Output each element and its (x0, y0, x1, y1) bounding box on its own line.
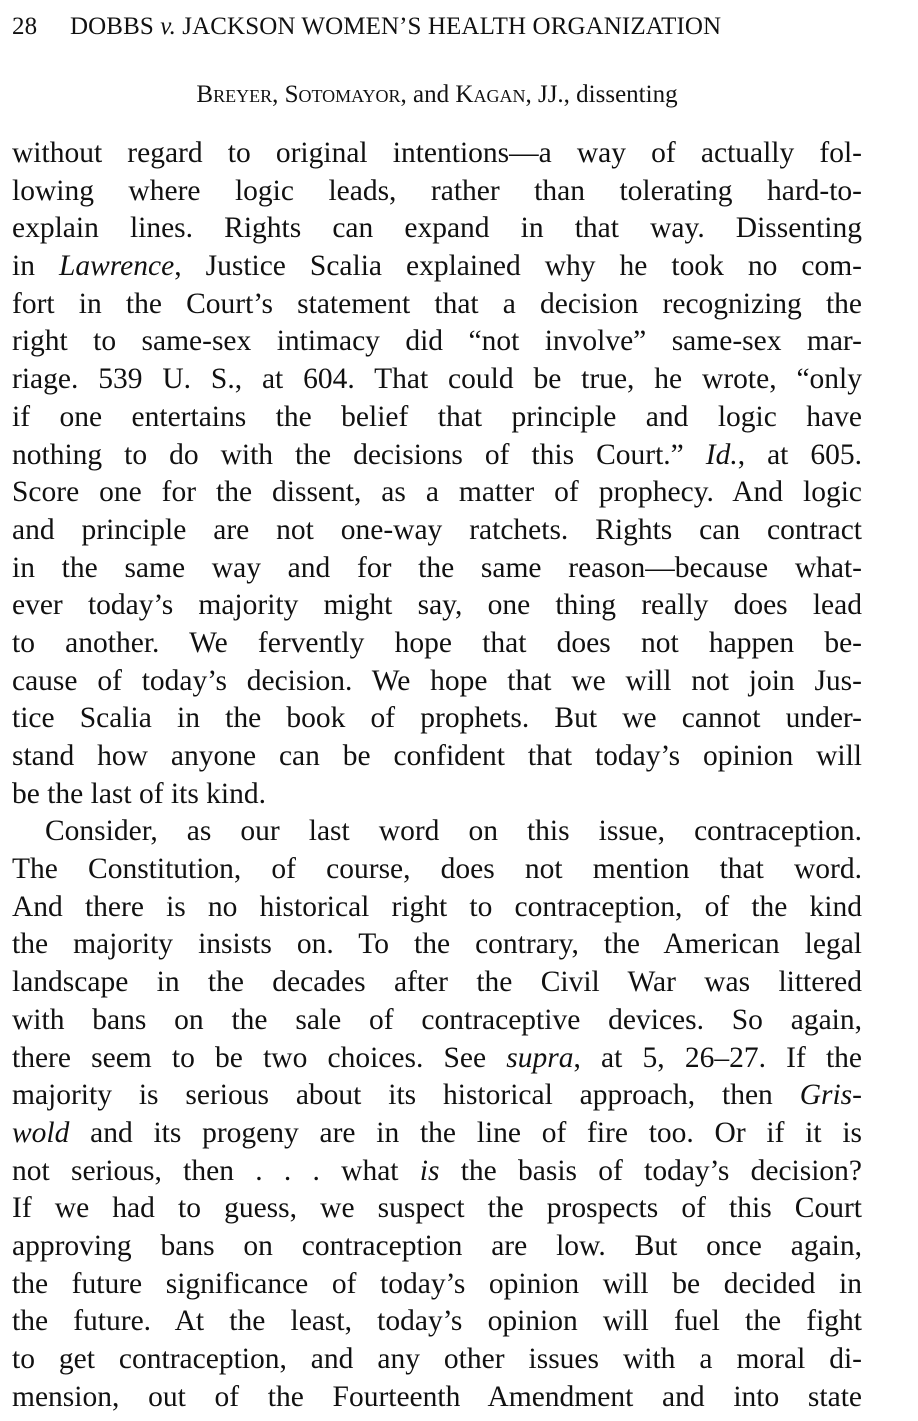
text-line (12, 1266, 862, 1304)
text-line (12, 1040, 862, 1078)
text-run: in (12, 250, 59, 283)
text-line (12, 926, 862, 964)
text-run: Score one for the dissent, as a matter of prophecy. And logic (12, 476, 862, 509)
text-run: be the last of its kind. (12, 777, 266, 810)
text-run: without regard to original intentions—a way of actually fol- (12, 137, 862, 169)
subheader-separator: , and (400, 81, 456, 108)
text-run: ever today’s majority might say, one thing really does lead (12, 589, 862, 622)
text-run: explain lines. Rights can expand in that way. Dissenting (12, 212, 862, 245)
text-run: fort in the Court’s statement that a decision recognizing the (12, 287, 862, 320)
text-line (12, 1115, 862, 1153)
text-run: not serious, then . . . what (12, 1154, 420, 1187)
text-line (12, 323, 862, 361)
text-run: landscape in the decades after the Civil War was littered (12, 966, 862, 999)
text-run: the future significance of today’s opinion will be decided in (12, 1267, 862, 1300)
text-run: The Constitution, of course, does not mention that word. (12, 853, 862, 886)
italic-text-run: wold (12, 1116, 70, 1149)
text-run: to get contraception, and any other issues with a moral di- (12, 1343, 862, 1375)
text-line (12, 1190, 862, 1228)
text-line (12, 1303, 862, 1341)
italic-text-run: Id. (705, 438, 738, 471)
subheader-separator: , (272, 81, 285, 108)
text-run: right to same-sex intimacy did “not involve” same-sex mar- (12, 325, 862, 358)
case-title-versus: v. (160, 13, 176, 40)
text-run: If we had to guess, we suspect the prospects of this Court (12, 1192, 862, 1225)
text-run: with bans on the sale of contraceptive devices. So again, (12, 1003, 862, 1036)
page-number: 28 (12, 13, 38, 40)
text-run: , Justice Scalia explained why he took no com- (174, 250, 862, 283)
text-run: mension, out of the Fourteenth Amendment and into state (12, 1380, 862, 1413)
text-line (12, 813, 862, 851)
text-line (12, 512, 862, 550)
case-title-part: DOBBS (70, 13, 154, 40)
text-line (12, 663, 862, 701)
text-line (12, 361, 862, 399)
text-run: stand how anyone can be confident that today’s opinion will (12, 740, 862, 772)
text-run: , at 5, 26–27. If the (573, 1041, 862, 1074)
text-line (12, 1379, 862, 1417)
text-line (12, 1341, 862, 1379)
text-run: to another. We fervently hope that does not happen be- (12, 626, 862, 659)
text-run: , at 605. (737, 438, 862, 471)
text-line (12, 248, 862, 286)
text-run: in the same way and for the same reason—because what- (12, 551, 862, 584)
text-line (12, 738, 862, 776)
italic-text-run: Gris- (799, 1079, 862, 1112)
text-run: riage. 539 U. S., at 604. That could be true, he wrote, “only (12, 363, 862, 396)
justice-name: Kagan (455, 81, 526, 108)
text-line (12, 1077, 862, 1115)
opinion-body (12, 135, 862, 1416)
text-line (12, 964, 862, 1002)
text-run: the future. At the least, today’s opinion will fuel the fight (12, 1305, 862, 1338)
justice-name: Breyer (196, 81, 273, 108)
text-line (12, 889, 862, 927)
text-run: there seem to be two choices. See (12, 1041, 507, 1074)
text-line (12, 437, 862, 475)
text-line (12, 587, 862, 625)
document-page (12, 0, 862, 1421)
text-line (12, 474, 862, 512)
text-line (12, 1153, 862, 1191)
text-line (12, 1228, 862, 1266)
text-run: And there is no historical right to contraception, of the kind (12, 890, 862, 923)
opinion-subheader (12, 80, 862, 110)
text-line (12, 851, 862, 889)
text-run: lowing where logic leads, rather than tolerating hard-to- (12, 174, 862, 207)
running-header (12, 12, 862, 42)
text-run: approving bans on contraception are low. But once again, (12, 1229, 862, 1262)
case-title-part: JACKSON WOMEN’S HEALTH ORGANIZATION (182, 13, 722, 40)
text-run: the majority insists on. To the contrary, the American legal (12, 928, 862, 961)
text-run: majority is serious about its historical approach, then (12, 1079, 800, 1112)
text-run: nothing to do with the decisions of this Court.” (12, 438, 706, 471)
subheader-tail: , JJ., dissenting (525, 81, 678, 108)
italic-text-run: Lawrence (58, 250, 175, 283)
text-run: if one entertains the belief that principle and logic have (12, 400, 862, 433)
justice-name: Sotomayor (284, 81, 401, 108)
text-run: cause of today’s decision. We hope that we will not join Jus- (12, 664, 862, 697)
text-run: tice Scalia in the book of prophets. But we cannot under- (12, 702, 862, 735)
text-run: and principle are not one-way ratchets. Rights can contract (12, 513, 862, 546)
text-line (12, 399, 862, 437)
text-line (12, 776, 862, 814)
text-line (12, 210, 862, 248)
text-line (12, 700, 862, 738)
italic-text-run: is (419, 1154, 440, 1187)
text-run: and its progeny are in the line of fire too. Or if it is (69, 1116, 862, 1149)
text-line (12, 286, 862, 324)
text-line (12, 173, 862, 211)
text-run: the basis of today’s decision? (439, 1154, 863, 1187)
text-run: Consider, as our last word on this issue, contraception. (45, 815, 862, 848)
italic-text-run: supra (506, 1041, 574, 1074)
text-line (12, 550, 862, 588)
text-line (12, 625, 862, 663)
text-line (12, 1002, 862, 1040)
text-line (12, 135, 862, 173)
